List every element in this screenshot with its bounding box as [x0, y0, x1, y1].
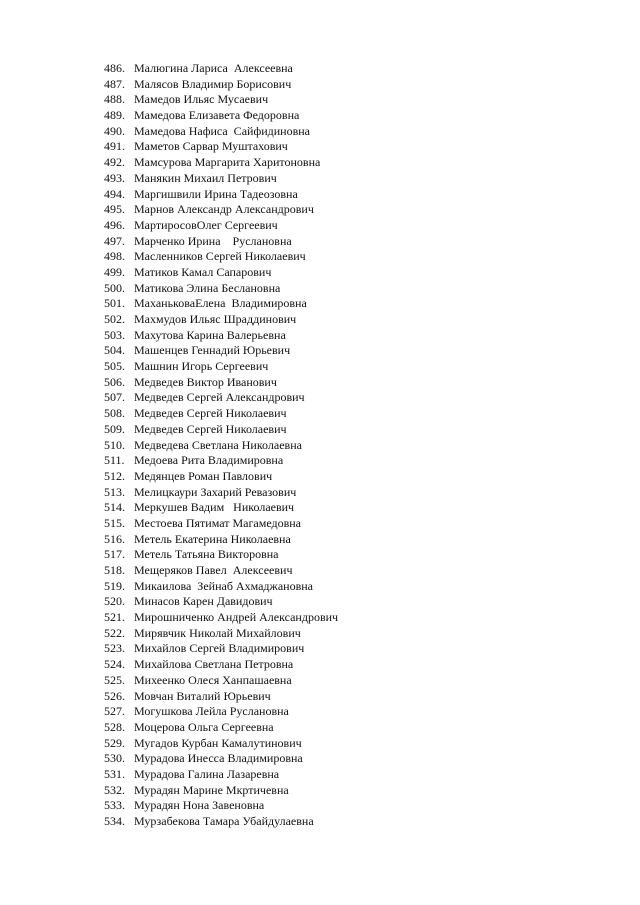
entry-name: Мирявчик Николай Михайлович: [134, 625, 301, 640]
entry-name: Маметов Сарвар Муштахович: [134, 139, 288, 154]
entry-number: 507.: [104, 390, 125, 405]
entry-name: Мамедова Нафиса Сайфидиновна: [134, 123, 310, 138]
list-item: [104, 704, 338, 720]
list-item: [104, 438, 338, 454]
entry-name: Медоева Рита Владимировна: [134, 453, 284, 468]
entry-name: Медведев Сергей Николаевич: [134, 421, 287, 436]
entry-number: 489.: [104, 108, 125, 123]
entry-name: Метель Татьяна Викторовна: [134, 547, 279, 562]
entry-number: 501.: [104, 296, 125, 311]
entry-number: 500.: [104, 280, 125, 295]
list-item: [104, 563, 338, 579]
entry-number: 491.: [104, 139, 125, 154]
entry-number: 522.: [104, 625, 125, 640]
entry-number: 486.: [104, 61, 125, 75]
entry-number: 494.: [104, 186, 125, 201]
entry-number: 488.: [104, 92, 125, 107]
entry-number: 524.: [104, 657, 125, 672]
list-item: [104, 202, 338, 218]
list-item: [104, 798, 338, 814]
list-item: [104, 469, 338, 485]
list-item: [104, 171, 338, 187]
list-item: [104, 814, 338, 830]
list-item: [104, 783, 338, 799]
entry-number: 533.: [104, 798, 125, 813]
entry-name: Мурадян Нона Завеновна: [134, 798, 265, 813]
entry-number: 492.: [104, 155, 125, 170]
entry-number: 487.: [104, 76, 125, 91]
entry-name: Марнов Александр Александрович: [134, 202, 314, 217]
entry-number: 499.: [104, 264, 125, 279]
entry-number: 510.: [104, 437, 125, 452]
entry-name: Манякин Михаил Петрович: [134, 170, 277, 185]
list-item: [104, 485, 338, 501]
entry-number: 496.: [104, 217, 125, 232]
list-item: [104, 594, 338, 610]
entry-number: 498.: [104, 249, 125, 264]
list-item: [104, 547, 338, 563]
list-item: [104, 312, 338, 328]
list-item: [104, 453, 338, 469]
entry-name: Минасов Карен Давидович: [134, 594, 273, 609]
entry-number: 521.: [104, 610, 125, 625]
list-item: [104, 736, 338, 752]
entry-name: Метель Екатерина Николаевна: [134, 531, 291, 546]
entry-name: Малясов Владимир Борисович: [134, 76, 292, 91]
entry-name: Махутова Карина Валерьевна: [134, 327, 286, 342]
list-item: [104, 139, 338, 155]
entry-name: Михеенко Олеся Ханпашаевна: [134, 672, 292, 687]
list-item: [104, 641, 338, 657]
list-item: [104, 610, 338, 626]
list-item: [104, 720, 338, 736]
entry-name: Махмудов Ильяс Шраддинович: [134, 312, 297, 326]
entry-number: 534.: [104, 814, 125, 828]
entry-name: Михайлова Светлана Петровна: [134, 657, 294, 672]
list-item: [104, 422, 338, 438]
entry-name: Мещеряков Павел Алексеевич: [134, 563, 293, 577]
entry-number: 527.: [104, 704, 125, 719]
list-item: [104, 343, 338, 359]
list-item: [104, 234, 338, 250]
name-list: [104, 61, 338, 830]
entry-name: Мурадова Инесса Владимировна: [134, 751, 303, 766]
entry-number: 502.: [104, 312, 125, 326]
list-item: [104, 218, 338, 234]
entry-name: Мурадова Галина Лазаревна: [134, 766, 280, 781]
entry-number: 506.: [104, 374, 125, 389]
entry-name: Микаилова Зейнаб Ахмаджановна: [134, 578, 313, 593]
entry-name: Мамсурова Маргарита Харитоновна: [134, 155, 321, 170]
entry-number: 504.: [104, 343, 125, 358]
entry-number: 526.: [104, 688, 125, 703]
entry-number: 523.: [104, 641, 125, 656]
entry-name: Мовчан Виталий Юрьевич: [134, 688, 271, 703]
entry-name: Мирошниченко Андрей Александрович: [134, 610, 339, 625]
entry-number: 519.: [104, 578, 125, 593]
entry-name: МартиросовОлег Сергеевич: [134, 217, 278, 232]
entry-number: 495.: [104, 202, 125, 217]
entry-name: Мамедова Елизавета Федоровна: [134, 108, 300, 123]
list-item: [104, 767, 338, 783]
list-item: [104, 532, 338, 548]
entry-number: 520.: [104, 594, 125, 609]
entry-name: Матиков Камал Сапарович: [134, 264, 272, 279]
entry-name: Медведев Сергей Николаевич: [134, 406, 287, 421]
list-item: [104, 689, 338, 705]
list-item: [104, 657, 338, 673]
entry-number: 497.: [104, 233, 125, 248]
entry-number: 532.: [104, 782, 125, 797]
entry-name: Малюгина Лариса Алексеевна: [134, 61, 293, 75]
entry-number: 515.: [104, 515, 125, 530]
entry-name: Меркушев Вадим Николаевич: [134, 500, 295, 515]
list-item: [104, 265, 338, 281]
entry-number: 512.: [104, 468, 125, 483]
list-item: [104, 500, 338, 516]
entry-number: 529.: [104, 735, 125, 750]
entry-name: Матикова Элина Беслановна: [134, 280, 281, 295]
list-item: [104, 155, 338, 171]
entry-number: 505.: [104, 359, 125, 374]
list-item: [104, 406, 338, 422]
list-item: [104, 124, 338, 140]
entry-name: Медведев Виктор Иванович: [134, 374, 277, 389]
entry-name: Машенцев Геннадий Юрьевич: [134, 343, 291, 358]
list-item: [104, 92, 338, 108]
list-item: [104, 296, 338, 312]
list-item: [104, 61, 338, 77]
list-item: [104, 375, 338, 391]
list-item: [104, 281, 338, 297]
list-item: [104, 390, 338, 406]
entry-name: Моцерова Ольга Сергеевна: [134, 719, 274, 734]
entry-number: 511.: [104, 453, 125, 468]
entry-name: Медянцев Роман Павлович: [134, 468, 273, 483]
list-item: [104, 249, 338, 265]
entry-name: Мугадов Курбан Камалутинович: [134, 735, 302, 750]
list-item: [104, 108, 338, 124]
list-item: [104, 673, 338, 689]
list-item: [104, 187, 338, 203]
entry-number: 530.: [104, 751, 125, 766]
entry-number: 517.: [104, 547, 125, 562]
entry-number: 508.: [104, 406, 125, 421]
entry-name: Мелицкаури Захарий Ревазович: [134, 484, 297, 499]
entry-name: Местоева Пятимат Магамедовна: [134, 515, 302, 530]
entry-number: 503.: [104, 327, 125, 342]
entry-number: 509.: [104, 421, 125, 436]
entry-number: 513.: [104, 484, 125, 499]
entry-name: Михайлов Сергей Владимирович: [134, 641, 305, 656]
entry-number: 525.: [104, 672, 125, 687]
list-item: [104, 328, 338, 344]
list-item: [104, 77, 338, 93]
entry-name: Могушкова Лейла Руслановна: [134, 704, 289, 719]
list-item: [104, 516, 338, 532]
entry-number: 516.: [104, 531, 125, 546]
entry-name: Мамедов Ильяс Мусаевич: [134, 92, 269, 107]
list-item: [104, 626, 338, 642]
entry-name: МаханьковаЕлена Владимировна: [134, 296, 307, 311]
list-item: [104, 751, 338, 767]
list-item: [104, 579, 338, 595]
entry-name: Маргишвили Ирина Тадеозовна: [134, 186, 298, 201]
entry-number: 493.: [104, 170, 125, 185]
entry-name: Мурзабекова Тамара Убайдулаевна: [134, 814, 314, 828]
entry-number: 531.: [104, 766, 125, 781]
entry-name: Марченко Ирина Руслановна: [134, 233, 292, 248]
entry-number: 490.: [104, 123, 125, 138]
list-item: [104, 359, 338, 375]
entry-number: 514.: [104, 500, 125, 515]
entry-name: Медведев Сергей Александрович: [134, 390, 305, 405]
entry-number: 518.: [104, 563, 125, 577]
entry-number: 528.: [104, 719, 125, 734]
entry-name: Масленников Сергей Николаевич: [134, 249, 306, 264]
entry-name: Мурадян Марине Мкртичевна: [134, 782, 289, 797]
entry-name: Медведева Светлана Николаевна: [134, 437, 302, 452]
entry-name: Машнин Игорь Сергеевич: [134, 359, 269, 374]
